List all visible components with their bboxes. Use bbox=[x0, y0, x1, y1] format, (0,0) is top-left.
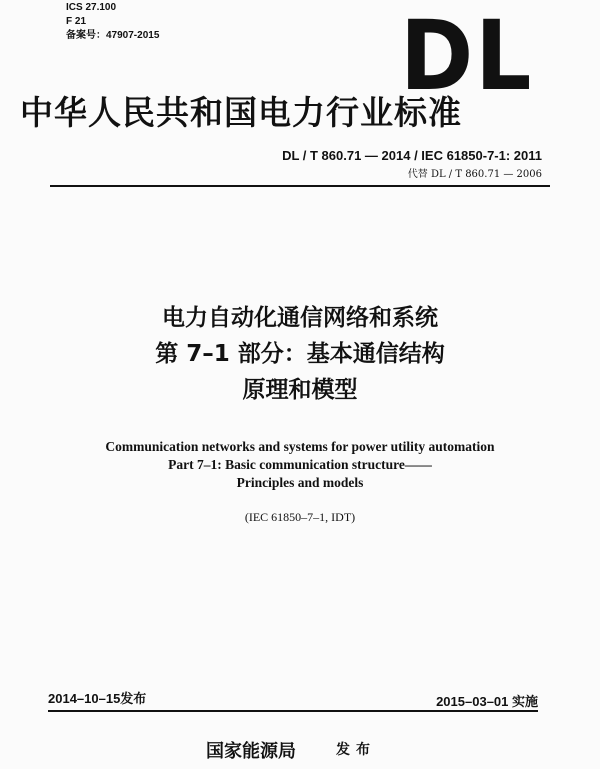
english-title-line-1: Communication networks and systems for power utility automation bbox=[105, 439, 495, 454]
implementation-date: 2015–03–01 实施 bbox=[436, 694, 538, 709]
chinese-title-line-3: 原理和模型 bbox=[242, 377, 358, 403]
footer-rule bbox=[48, 710, 538, 712]
issue-date: 2014–10–15发布 bbox=[48, 691, 147, 706]
standard-number: DL / T 860.71 — 2014 / IEC 61850-7-1: 2011 bbox=[282, 148, 542, 163]
dl-logo: DL bbox=[400, 0, 534, 112]
ics-code: ICS 27.100 bbox=[66, 2, 117, 13]
idt-note: (IEC 61850–7–1, IDT) bbox=[244, 510, 356, 524]
replaces-standard: 代替 DL / T 860.71 — 2006 bbox=[407, 169, 542, 180]
chinese-title bbox=[0, 300, 600, 408]
class-code: F 21 bbox=[66, 16, 87, 27]
english-title bbox=[0, 438, 600, 492]
chinese-title-line-2: 第 7–1 部分：基本通信结构 bbox=[155, 341, 445, 367]
publisher-name: 国家能源局 bbox=[206, 741, 296, 762]
english-title-line-2: Part 7–1: Basic communication structure—— bbox=[168, 457, 432, 472]
chinese-title-line-1: 电力自动化通信网络和系统 bbox=[162, 305, 438, 331]
filing-number: 备案号：47907-2015 bbox=[66, 30, 160, 41]
classification-block bbox=[66, 1, 159, 43]
industry-standard-title: 中华人民共和国电力行业标准 bbox=[20, 93, 462, 132]
header-rule bbox=[50, 185, 550, 187]
english-title-line-3: Principles and models bbox=[236, 475, 364, 490]
publish-label: 发布 bbox=[336, 742, 376, 758]
